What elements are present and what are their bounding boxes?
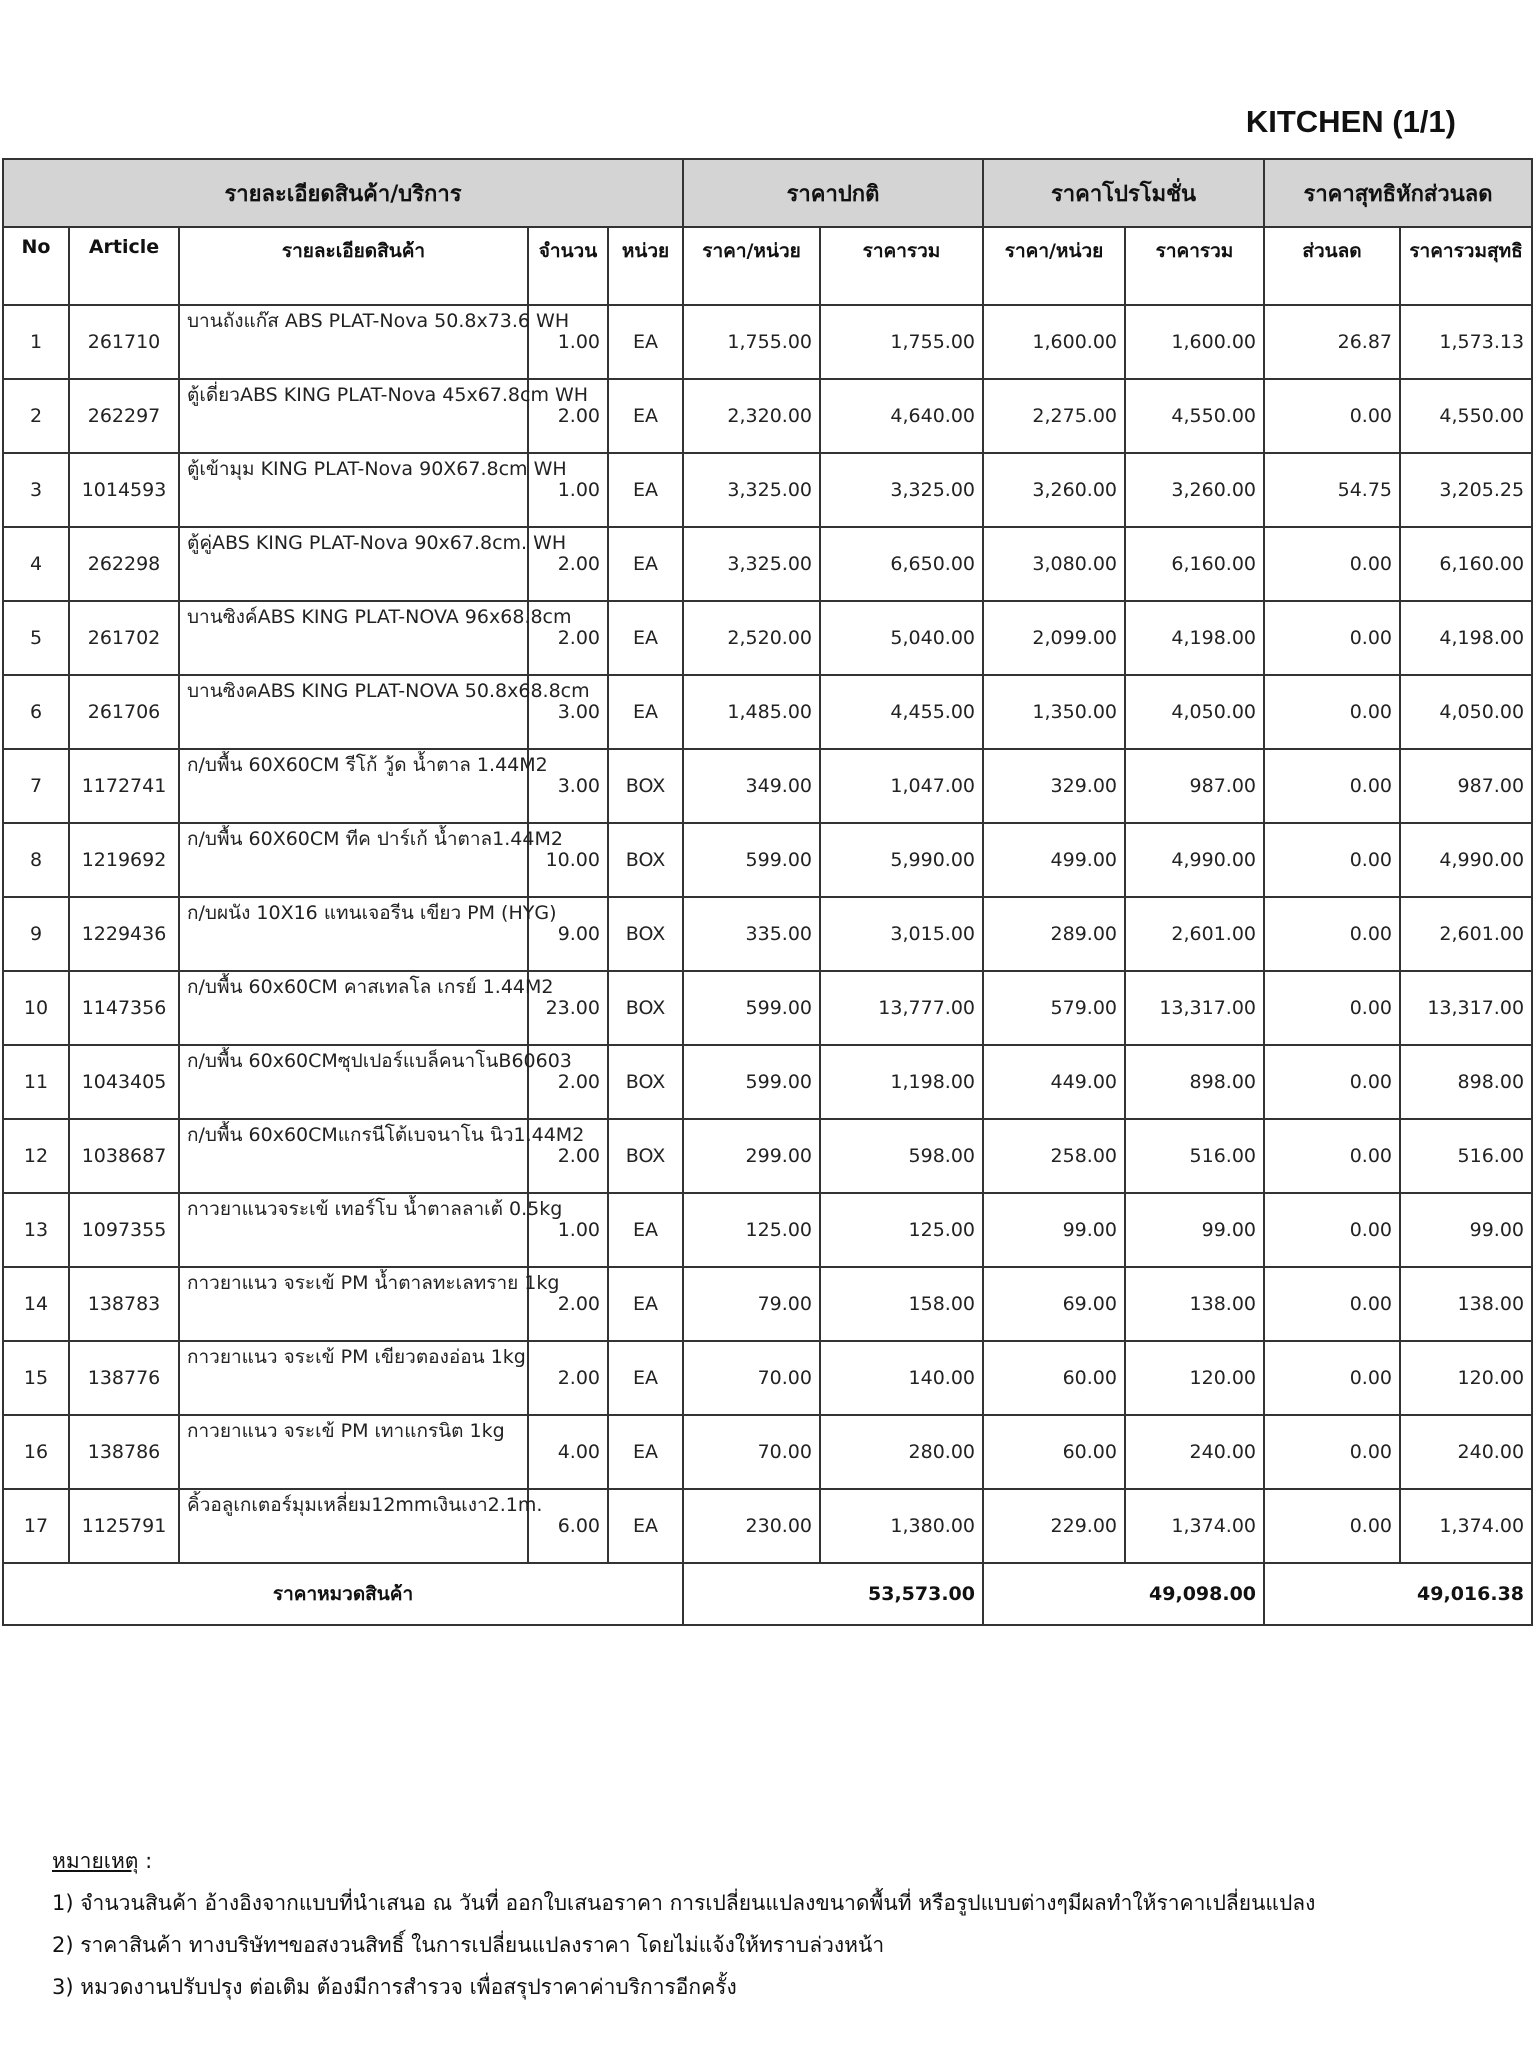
row-promo-total: 13,317.00 [1125,971,1264,1045]
row-regular-total: 1,755.00 [820,305,983,379]
row-quantity: 9.00 [528,897,608,971]
row-unit: EA [608,453,683,527]
row-no: 11 [3,1045,69,1119]
row-regular-unit-price: 2,320.00 [683,379,820,453]
row-net-total: 4,990.00 [1400,823,1532,897]
row-quantity: 10.00 [528,823,608,897]
row-discount: 0.00 [1264,823,1400,897]
note-line-2: 2) ราคาสินค้า ทางบริษัทฯขอสงวนสิทธิ์ ในการเปลี่ยนแปลงราคา โดยไม่แจ้งให้ทราบล่วงหน้า [52,1933,885,1957]
row-regular-unit-price: 299.00 [683,1119,820,1193]
row-article: 1097355 [69,1193,179,1267]
row-regular-unit-price: 1,485.00 [683,675,820,749]
col-header-unit: หน่วย [608,227,683,305]
row-quantity: 23.00 [528,971,608,1045]
row-promo-unit-price: 1,600.00 [983,305,1125,379]
row-net-total: 99.00 [1400,1193,1532,1267]
row-article: 1219692 [69,823,179,897]
row-quantity: 1.00 [528,305,608,379]
row-article: 1014593 [69,453,179,527]
table-row [3,379,1532,453]
note-line-1: 1) จำนวนสินค้า อ้างอิงจากแบบที่นำเสนอ ณ วันที่ ออกใบเสนอราคา การเปลี่ยนแปลงขนาดพื้นที่ หรือรูปแบบต่างๆมีผลทำให้ราคาเปลี่ยนแปลง [52,1891,1316,1915]
row-promo-unit-price: 258.00 [983,1119,1125,1193]
row-unit: EA [608,1415,683,1489]
row-quantity: 1.00 [528,1193,608,1267]
row-quantity: 6.00 [528,1489,608,1563]
row-promo-total: 240.00 [1125,1415,1264,1489]
row-quantity: 2.00 [528,527,608,601]
col-header-discount: ส่วนลด [1264,227,1400,305]
row-discount: 54.75 [1264,453,1400,527]
row-description: ก/บผนัง 10X16 แทนเจอรีน เขียว PM (HYG) [179,897,528,971]
group-header-promo-price: ราคาโปรโมชั่น [983,159,1264,227]
row-promo-total: 138.00 [1125,1267,1264,1341]
row-no: 8 [3,823,69,897]
row-regular-unit-price: 2,520.00 [683,601,820,675]
row-article: 261706 [69,675,179,749]
row-article: 1043405 [69,1045,179,1119]
row-unit: BOX [608,823,683,897]
row-net-total: 120.00 [1400,1341,1532,1415]
group-header-regular-price: ราคาปกติ [683,159,983,227]
row-article: 138783 [69,1267,179,1341]
table-body [3,305,1532,1563]
row-discount: 0.00 [1264,1119,1400,1193]
total-label: ราคาหมวดสินค้า [3,1563,683,1625]
row-no: 7 [3,749,69,823]
group-header-net-price: ราคาสุทธิหักส่วนลด [1264,159,1532,227]
row-net-total: 898.00 [1400,1045,1532,1119]
total-promo: 49,098.00 [983,1563,1264,1625]
table-row [3,897,1532,971]
row-unit: BOX [608,897,683,971]
row-promo-unit-price: 289.00 [983,897,1125,971]
row-promo-unit-price: 229.00 [983,1489,1125,1563]
row-unit: BOX [608,971,683,1045]
row-article: 138776 [69,1341,179,1415]
row-description: บานซิงค์ABS KING PLAT-NOVA 96x68.8cm [179,601,528,675]
row-no: 10 [3,971,69,1045]
row-unit: BOX [608,1045,683,1119]
row-regular-unit-price: 70.00 [683,1415,820,1489]
row-promo-total: 4,550.00 [1125,379,1264,453]
row-regular-total: 3,325.00 [820,453,983,527]
row-regular-total: 4,640.00 [820,379,983,453]
row-promo-total: 1,374.00 [1125,1489,1264,1563]
table-row [3,1045,1532,1119]
row-description: คิ้วอลูเกเตอร์มุมเหลี่ยม12mmเงินเงา2.1m. [179,1489,528,1563]
row-quantity: 2.00 [528,1341,608,1415]
row-regular-unit-price: 3,325.00 [683,453,820,527]
row-description: กาวยาแนวจระเข้ เทอร์โบ น้ำตาลลาเต้ 0.5kg [179,1193,528,1267]
row-quantity: 2.00 [528,601,608,675]
row-unit: EA [608,601,683,675]
row-net-total: 516.00 [1400,1119,1532,1193]
row-promo-total: 4,198.00 [1125,601,1264,675]
table-row [3,1341,1532,1415]
notes-heading: หมายเหตุ [52,1849,139,1873]
row-promo-unit-price: 99.00 [983,1193,1125,1267]
row-regular-total: 3,015.00 [820,897,983,971]
row-regular-total: 158.00 [820,1267,983,1341]
table-row [3,1267,1532,1341]
row-net-total: 138.00 [1400,1267,1532,1341]
row-net-total: 1,374.00 [1400,1489,1532,1563]
row-regular-total: 1,198.00 [820,1045,983,1119]
col-header-no: No [3,227,69,305]
total-row [3,1563,1532,1625]
row-unit: BOX [608,749,683,823]
row-promo-unit-price: 3,260.00 [983,453,1125,527]
notes-heading-colon: : [138,1849,153,1873]
row-regular-total: 140.00 [820,1341,983,1415]
row-regular-unit-price: 3,325.00 [683,527,820,601]
row-quantity: 3.00 [528,749,608,823]
row-description: ตู้เข้ามุม KING PLAT-Nova 90X67.8cm WH [179,453,528,527]
row-promo-unit-price: 69.00 [983,1267,1125,1341]
row-quantity: 4.00 [528,1415,608,1489]
table-row [3,1489,1532,1563]
row-promo-total: 516.00 [1125,1119,1264,1193]
row-description: ตู้เดี่ยวABS KING PLAT-Nova 45x67.8cm WH [179,379,528,453]
row-net-total: 2,601.00 [1400,897,1532,971]
row-promo-unit-price: 499.00 [983,823,1125,897]
row-net-total: 6,160.00 [1400,527,1532,601]
row-promo-unit-price: 2,099.00 [983,601,1125,675]
total-net: 49,016.38 [1264,1563,1532,1625]
notes-heading-line [52,1840,1315,1882]
row-description: บานซิงคABS KING PLAT-NOVA 50.8x68.8cm [179,675,528,749]
row-no: 5 [3,601,69,675]
row-regular-unit-price: 125.00 [683,1193,820,1267]
row-promo-unit-price: 60.00 [983,1341,1125,1415]
row-promo-unit-price: 329.00 [983,749,1125,823]
row-unit: EA [608,379,683,453]
row-regular-total: 4,455.00 [820,675,983,749]
row-promo-unit-price: 579.00 [983,971,1125,1045]
quotation-table [2,158,1533,1626]
row-description: กาวยาแนว จระเข้ PM น้ำตาลทะเลทราย 1kg [179,1267,528,1341]
row-no: 6 [3,675,69,749]
row-discount: 26.87 [1264,305,1400,379]
row-no: 14 [3,1267,69,1341]
row-description: ก/บพื้น 60x60CMซุปเปอร์แบล็คนาโนB60603 [179,1045,528,1119]
row-net-total: 13,317.00 [1400,971,1532,1045]
row-net-total: 4,550.00 [1400,379,1532,453]
row-discount: 0.00 [1264,1341,1400,1415]
table-row [3,749,1532,823]
row-promo-unit-price: 3,080.00 [983,527,1125,601]
row-discount: 0.00 [1264,749,1400,823]
row-promo-total: 99.00 [1125,1193,1264,1267]
document-title: KITCHEN (1/1) [1245,104,1456,139]
group-header-row [3,159,1532,227]
row-no: 17 [3,1489,69,1563]
row-regular-unit-price: 1,755.00 [683,305,820,379]
row-description: กาวยาแนว จระเข้ PM เขียวตองอ่อน 1kg [179,1341,528,1415]
row-regular-unit-price: 335.00 [683,897,820,971]
row-no: 12 [3,1119,69,1193]
row-net-total: 240.00 [1400,1415,1532,1489]
row-promo-total: 4,050.00 [1125,675,1264,749]
row-net-total: 4,198.00 [1400,601,1532,675]
row-promo-total: 898.00 [1125,1045,1264,1119]
row-description: บานถังแก๊ส ABS PLAT-Nova 50.8x73.6 WH [179,305,528,379]
row-article: 1229436 [69,897,179,971]
row-promo-unit-price: 449.00 [983,1045,1125,1119]
row-unit: EA [608,1193,683,1267]
row-quantity: 2.00 [528,1267,608,1341]
row-promo-unit-price: 2,275.00 [983,379,1125,453]
row-discount: 0.00 [1264,1415,1400,1489]
note-line-3: 3) หมวดงานปรับปรุง ต่อเติม ต้องมีการสำรวจ เพื่อสรุปราคาค่าบริการอีกครั้ง [52,1975,737,1999]
col-header-net-total: ราคารวมสุทธิ [1400,227,1532,305]
col-header-description: รายละเอียดสินค้า [179,227,528,305]
row-regular-total: 5,990.00 [820,823,983,897]
row-article: 262297 [69,379,179,453]
row-regular-unit-price: 70.00 [683,1341,820,1415]
row-article: 1125791 [69,1489,179,1563]
row-regular-total: 5,040.00 [820,601,983,675]
row-net-total: 4,050.00 [1400,675,1532,749]
col-header-regular-total: ราคารวม [820,227,983,305]
row-discount: 0.00 [1264,527,1400,601]
row-regular-total: 598.00 [820,1119,983,1193]
row-promo-total: 1,600.00 [1125,305,1264,379]
table-row [3,971,1532,1045]
row-discount: 0.00 [1264,1489,1400,1563]
column-header-row [3,227,1532,305]
col-header-regular-unit-price: ราคา/หน่วย [683,227,820,305]
col-header-promo-total: ราคารวม [1125,227,1264,305]
row-no: 13 [3,1193,69,1267]
row-description: ก/บพื้น 60x60CM คาสเทลโล เกรย์ 1.44M2 [179,971,528,1045]
table-row [3,823,1532,897]
row-unit: EA [608,527,683,601]
row-net-total: 1,573.13 [1400,305,1532,379]
col-header-promo-unit-price: ราคา/หน่วย [983,227,1125,305]
row-regular-total: 6,650.00 [820,527,983,601]
row-discount: 0.00 [1264,1193,1400,1267]
row-promo-total: 6,160.00 [1125,527,1264,601]
row-regular-unit-price: 79.00 [683,1267,820,1341]
table-row [3,527,1532,601]
row-no: 9 [3,897,69,971]
group-header-product: รายละเอียดสินค้า/บริการ [3,159,683,227]
row-discount: 0.00 [1264,1267,1400,1341]
total-regular: 53,573.00 [683,1563,983,1625]
row-unit: EA [608,675,683,749]
row-no: 15 [3,1341,69,1415]
row-description: ตู้คู่ABS KING PLAT-Nova 90x67.8cm. WH [179,527,528,601]
row-unit: EA [608,305,683,379]
table-row [3,601,1532,675]
row-discount: 0.00 [1264,1045,1400,1119]
row-quantity: 1.00 [528,453,608,527]
row-regular-unit-price: 599.00 [683,823,820,897]
row-article: 1038687 [69,1119,179,1193]
row-promo-unit-price: 60.00 [983,1415,1125,1489]
row-regular-total: 13,777.00 [820,971,983,1045]
table-row [3,675,1532,749]
row-article: 1172741 [69,749,179,823]
row-promo-total: 3,260.00 [1125,453,1264,527]
row-regular-total: 1,047.00 [820,749,983,823]
row-regular-total: 280.00 [820,1415,983,1489]
row-promo-total: 120.00 [1125,1341,1264,1415]
row-regular-unit-price: 230.00 [683,1489,820,1563]
row-no: 16 [3,1415,69,1489]
row-article: 1147356 [69,971,179,1045]
row-regular-unit-price: 349.00 [683,749,820,823]
row-regular-unit-price: 599.00 [683,971,820,1045]
row-article: 262298 [69,527,179,601]
row-discount: 0.00 [1264,971,1400,1045]
col-header-article: Article [69,227,179,305]
row-regular-unit-price: 599.00 [683,1045,820,1119]
row-net-total: 3,205.25 [1400,453,1532,527]
row-article: 261702 [69,601,179,675]
row-quantity: 3.00 [528,675,608,749]
row-unit: EA [608,1341,683,1415]
table-row [3,1193,1532,1267]
row-quantity: 2.00 [528,1045,608,1119]
row-quantity: 2.00 [528,1119,608,1193]
row-no: 2 [3,379,69,453]
row-unit: EA [608,1489,683,1563]
row-promo-unit-price: 1,350.00 [983,675,1125,749]
row-quantity: 2.00 [528,379,608,453]
row-discount: 0.00 [1264,675,1400,749]
row-promo-total: 987.00 [1125,749,1264,823]
row-description: ก/บพื้น 60X60CM รีโก้ วู้ด น้ำตาล 1.44M2 [179,749,528,823]
row-promo-total: 4,990.00 [1125,823,1264,897]
row-no: 4 [3,527,69,601]
row-discount: 0.00 [1264,601,1400,675]
row-discount: 0.00 [1264,897,1400,971]
row-regular-total: 125.00 [820,1193,983,1267]
row-unit: BOX [608,1119,683,1193]
table-row [3,453,1532,527]
row-promo-total: 2,601.00 [1125,897,1264,971]
col-header-quantity: จำนวน [528,227,608,305]
row-description: ก/บพื้น 60x60CMแกรนีโต้เบจนาโน นิว1.44M2 [179,1119,528,1193]
row-description: ก/บพื้น 60X60CM ทีค ปาร์เก้ น้ำตาล1.44M2 [179,823,528,897]
row-description: กาวยาแนว จระเข้ PM เทาแกรนิต 1kg [179,1415,528,1489]
row-discount: 0.00 [1264,379,1400,453]
row-no: 3 [3,453,69,527]
row-article: 138786 [69,1415,179,1489]
notes-section [52,1840,1315,2008]
table-row [3,1119,1532,1193]
row-no: 1 [3,305,69,379]
row-net-total: 987.00 [1400,749,1532,823]
table-row [3,1415,1532,1489]
row-article: 261710 [69,305,179,379]
table-row [3,305,1532,379]
row-regular-total: 1,380.00 [820,1489,983,1563]
row-unit: EA [608,1267,683,1341]
